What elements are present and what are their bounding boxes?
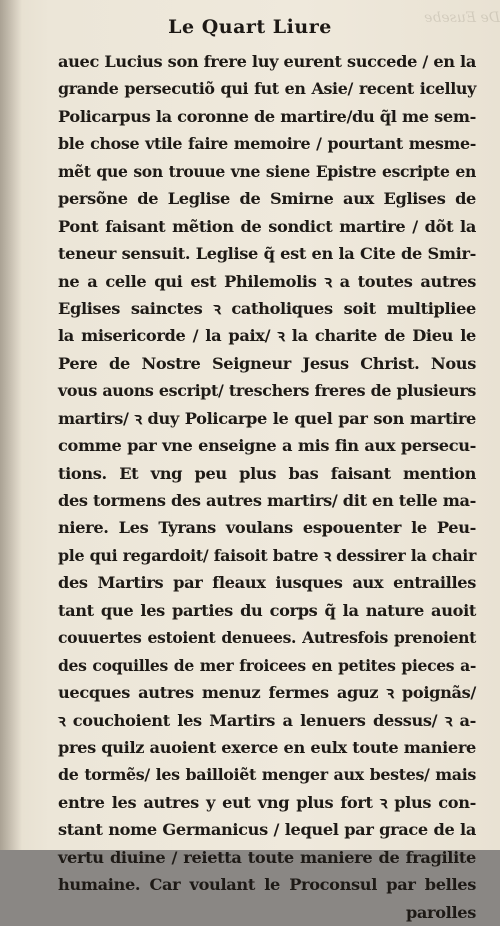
text-line: uecques autres menuz fermes aguz ꝛ poignãs/ <box>58 683 476 703</box>
text-line: vous auons escript/ treschers freres de plusieurs <box>58 381 476 401</box>
running-head: Le Quart Liure <box>168 16 332 38</box>
text-line: ble chose vtile faire memoire / pourtant mesme- <box>58 134 476 154</box>
text-line: ne a celle qui est Philemolis ꝛ a toutes autres <box>58 271 476 291</box>
text-line: pres quilz auoient exerce en eulx toute maniere <box>58 737 476 757</box>
text-line: Pont faisant mẽtion de sondict martire / dõt la <box>58 216 476 236</box>
text-line: Pere de Nostre Seigneur Jesus Christ. Nous <box>58 353 476 373</box>
text-line-catchword: parolles <box>405 902 476 922</box>
text-block <box>58 48 476 926</box>
text-line: ꝛ couchoient les Martirs a lenuers dessus/ ꝛ a- <box>58 710 476 730</box>
text-line: niere. Les Tyrans voulans espouenter le Peu- <box>58 518 476 538</box>
gutter-shadow <box>0 0 22 850</box>
text-line: stant nome Germanicus / lequel par grace de la <box>58 820 476 840</box>
text-line: de tormẽs/ les bailloiẽt menger aux bestes/ mais <box>58 765 476 785</box>
text-line: vertu diuine / reietta toute maniere de fragilite <box>58 847 476 867</box>
text-line: auec Lucius son frere luy eurent succede / en la <box>58 52 476 71</box>
bleed-through-text: De Eusebe <box>424 10 500 26</box>
text-line: Policarpus la coronne de martire/du q̃l me sem- <box>58 106 476 126</box>
text-line: des Martirs par fleaux iusques aux entrailles <box>58 573 476 593</box>
text-line: entre les autres y eut vng plus fort ꝛ plus con- <box>58 792 476 812</box>
text-line: teneur sensuit. Leglise q̃ est en la Cite de Smir- <box>58 244 476 264</box>
text-line: Eglises sainctes ꝛ catholiques soit multipliee <box>58 298 476 318</box>
text-line: tant que les parties du corps q̃ la nature auoit <box>58 600 476 620</box>
text-line: comme par vne enseigne a mis fin aux persecu- <box>58 436 476 456</box>
text-line: tions. Et vng peu plus bas faisant mention <box>58 463 476 483</box>
text-line: couuertes estoient denuees. Autresfois prenoient <box>58 628 476 648</box>
text-line: mẽt que son trouue vne siene Epistre escripte en <box>58 161 476 181</box>
text-line: humaine. Car voulant le Proconsul par belles <box>58 875 476 895</box>
text-line: ple qui regardoit/ faisoit batre ꝛ dessirer la chair <box>58 545 476 565</box>
text-line: la misericorde / la paix/ ꝛ la charite de Dieu le <box>58 326 476 346</box>
text-line: martirs/ ꝛ duy Policarpe le quel par son martire <box>58 408 476 428</box>
text-line: grande persecutiõ qui fut en Asie/ recent icelluy <box>58 79 476 99</box>
text-line: des coquilles de mer froicees en petites pieces a- <box>58 655 476 675</box>
text-line: des tormens des autres martirs/ dit en telle ma- <box>58 491 476 510</box>
text-line: persõne de Leglise de Smirne aux Eglises de <box>58 189 476 209</box>
